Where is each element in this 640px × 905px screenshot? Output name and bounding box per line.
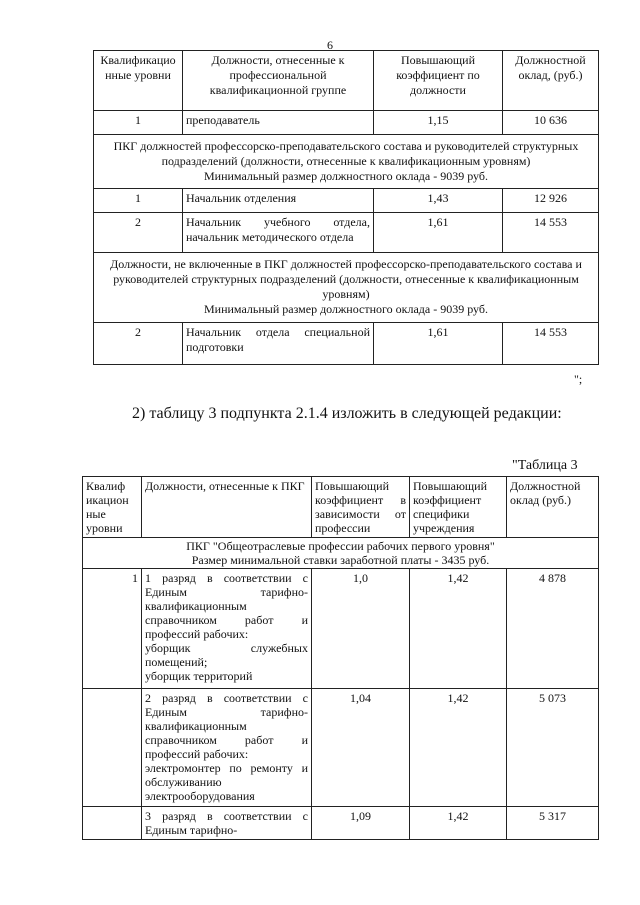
group-cell [94,253,599,323]
position-cell: Начальник учебного отдела, начальник методического отдела [183,213,374,253]
header-cell: Должности, отнесенные к ПКГ [142,477,312,538]
coef-cell: 1,0 [312,569,410,689]
table-row [94,189,599,213]
position-item: электромонтер по ремонту и обслуживанию электрооборудования [145,761,308,803]
position-cell: Начальник отделения [183,189,374,213]
group-title: ПКГ "Общеотраслевые профессии рабочих первого уровня" [186,539,495,553]
spec-coef-cell: 1,42 [410,807,507,840]
position-item: уборщик служебных помещений; [145,641,308,669]
level-cell [83,689,142,807]
level-cell: 1 [94,189,183,213]
table-row [94,213,599,253]
position-cell: 3 разряд в соответствии с Единым тарифно- [142,807,312,840]
position-cell [142,689,312,807]
coef-cell: 1,61 [374,323,503,365]
group-row [83,538,599,569]
coef-cell: 1,61 [374,213,503,253]
coef-cell: 1,09 [312,807,410,840]
group-row [94,135,599,189]
position-text: 2 разряд в соответствии с Единым тарифно-квалификационным справочником работ и профессий рабочих: [145,691,308,761]
position-item: уборщик территорий [145,669,253,683]
salary-cell: 5 317 [507,807,599,840]
header-cell: Должностной оклад (руб.) [507,477,599,538]
spec-coef-cell: 1,42 [410,569,507,689]
group-min-salary: Размер минимальной ставки заработной платы - 3435 руб. [191,553,490,567]
table-row [94,111,599,135]
page-number: 6 [327,38,333,52]
table-row [83,569,599,689]
salary-cell: 5 073 [507,689,599,807]
level-cell [83,807,142,840]
header-cell: Повышающий коэффициент в зависимости от профессии [312,477,410,538]
coef-cell: 1,15 [374,111,503,135]
salary-cell: 14 553 [503,323,599,365]
closing-quote: "; [574,372,583,386]
group-title: Должности, не включенные в ПКГ должностей профессорско-преподавательского состава и руководителей структурных подразделений (должности, отнесенные к квалификационным уровням) [110,257,582,301]
header-cell: Квалиф икацион ные уровни [83,477,142,538]
coef-cell: 1,43 [374,189,503,213]
group-cell [94,135,599,189]
table-header-row [94,51,599,111]
position-text: 1 разряд в соответствии с Единым тарифно-квалификационным справочником работ и профессий рабочих: [145,571,308,641]
header-cell: Повышающий коэффициент специфики учреждения [410,477,507,538]
table-header-row [83,477,599,538]
level-cell: 2 [94,323,183,365]
level-cell: 1 [83,569,142,689]
header-cell: Должностной оклад, (руб.) [503,51,599,111]
table-row [83,807,599,840]
spec-coef-cell: 1,42 [410,689,507,807]
salary-cell: 10 636 [503,111,599,135]
table-caption: "Таблица 3 [512,458,578,473]
positions-table [93,50,599,365]
position-cell: преподаватель [183,111,374,135]
coef-cell: 1,04 [312,689,410,807]
group-cell [83,538,599,569]
header-cell: Должности, отнесенные к профессиональной квалификационной группе [183,51,374,111]
group-title: ПКГ должностей профессорско-преподавательского состава и руководителей структурных подразделений (должности, отнесенные к квалификационным уровням) [113,139,579,168]
amendment-instruction: 2) таблицу 3 подпункта 2.1.4 изложить в следующей редакции: [132,405,562,422]
header-cell: Квалификацио нные уровни [94,51,183,111]
group-min-salary: Минимальный размер должностного оклада - 9039 руб. [204,302,488,316]
salary-cell: 4 878 [507,569,599,689]
salary-cell: 12 926 [503,189,599,213]
group-row [94,253,599,323]
position-cell: Начальник отдела специальной подготовки [183,323,374,365]
group-min-salary: Минимальный размер должностного оклада - 9039 руб. [204,169,488,183]
table-row [94,323,599,365]
level-cell: 1 [94,111,183,135]
header-cell: Повышающий коэффициент по должности [374,51,503,111]
table-row [83,689,599,807]
salary-table [82,476,599,840]
level-cell: 2 [94,213,183,253]
position-cell [142,569,312,689]
salary-cell: 14 553 [503,213,599,253]
